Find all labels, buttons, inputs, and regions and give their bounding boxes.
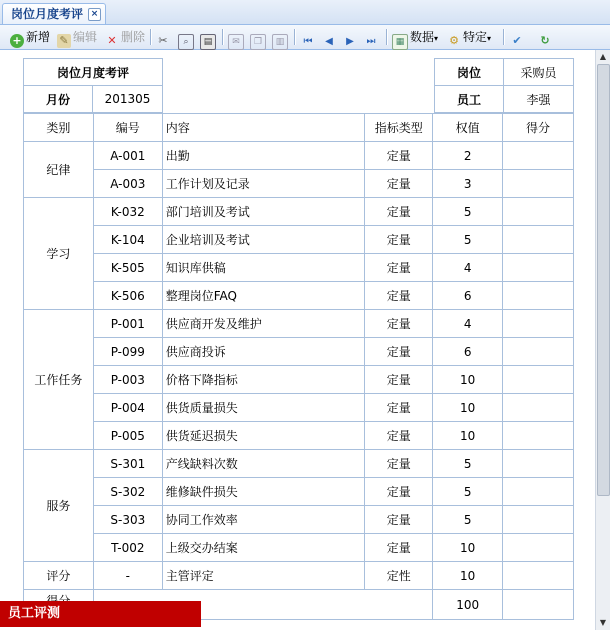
weight-cell: 5	[433, 450, 503, 478]
type-cell: 定量	[365, 254, 433, 282]
data-menu-button[interactable]: ▦ 数据▾	[392, 28, 438, 46]
add-icon: +	[10, 34, 24, 48]
evaluation-table	[23, 113, 574, 620]
check-icon: ✔	[512, 34, 522, 47]
content-cell: 企业培训及考试	[162, 226, 365, 254]
code-cell: P-004	[93, 394, 162, 422]
type-cell: 定量	[365, 198, 433, 226]
code-cell: P-005	[93, 422, 162, 450]
code-cell: -	[93, 562, 162, 590]
previous-record-button[interactable]	[322, 28, 338, 46]
score-cell[interactable]	[503, 282, 574, 310]
code-cell: K-506	[93, 282, 162, 310]
preview-button[interactable]	[178, 28, 196, 46]
tab-monthly-evaluation[interactable]	[2, 3, 106, 24]
new-button[interactable]: + 新增	[10, 28, 50, 46]
table-row	[24, 422, 574, 450]
gear-icon: ⚙	[449, 34, 459, 47]
mail-button[interactable]	[228, 28, 246, 46]
table-row	[24, 170, 574, 198]
weight-cell: 10	[433, 394, 503, 422]
content-cell: 工作计划及记录	[162, 170, 365, 198]
type-cell: 定量	[365, 366, 433, 394]
special-menu-button[interactable]: ⚙ 特定▾	[447, 28, 491, 46]
header-weight: 权值	[433, 114, 503, 142]
code-cell: K-104	[93, 226, 162, 254]
category-cell: 工作任务	[24, 310, 94, 450]
table-row	[24, 562, 574, 590]
content-cell: 供应商开发及维护	[162, 310, 365, 338]
code-cell: P-001	[93, 310, 162, 338]
score-cell[interactable]	[503, 338, 574, 366]
caption-banner: 员工评测	[0, 601, 201, 627]
code-cell: K-032	[93, 198, 162, 226]
score-cell[interactable]	[503, 310, 574, 338]
table-row	[24, 282, 574, 310]
weight-cell: 3	[433, 170, 503, 198]
weight-cell: 10	[433, 366, 503, 394]
type-cell: 定量	[365, 394, 433, 422]
vertical-scrollbar[interactable]	[595, 50, 610, 630]
header-code: 编号	[93, 114, 162, 142]
table-header-row	[24, 114, 574, 142]
table-row	[24, 198, 574, 226]
table-row	[24, 366, 574, 394]
content-cell: 价格下降指标	[162, 366, 365, 394]
type-cell: 定量	[365, 170, 433, 198]
table-row	[24, 534, 574, 562]
code-cell: P-003	[93, 366, 162, 394]
score-cell[interactable]	[503, 534, 574, 562]
score-cell[interactable]	[503, 450, 574, 478]
previous-icon: ◀	[325, 36, 333, 47]
scroll-down-icon[interactable]: ▼	[599, 618, 607, 627]
table-row	[24, 254, 574, 282]
type-cell: 定量	[365, 142, 433, 170]
category-cell: 纪律	[24, 142, 94, 198]
code-cell: A-003	[93, 170, 162, 198]
code-cell: S-302	[93, 478, 162, 506]
close-icon[interactable]: ×	[88, 8, 101, 21]
next-record-button[interactable]	[343, 28, 359, 46]
code-cell: A-001	[93, 142, 162, 170]
code-cell: S-301	[93, 450, 162, 478]
month-label: 月份	[24, 86, 93, 113]
weight-cell: 5	[433, 226, 503, 254]
table-row	[24, 478, 574, 506]
score-cell[interactable]	[503, 170, 574, 198]
content-cell: 出勤	[162, 142, 365, 170]
content-cell: 产线缺料次数	[162, 450, 365, 478]
content-cell: 供货质量损失	[162, 394, 365, 422]
score-cell[interactable]	[503, 506, 574, 534]
header-type: 指标类型	[365, 114, 433, 142]
type-cell: 定量	[365, 422, 433, 450]
weight-cell: 6	[433, 282, 503, 310]
table-row	[24, 226, 574, 254]
post-label: 岗位	[435, 59, 504, 86]
weight-cell: 4	[433, 310, 503, 338]
document-area	[0, 50, 596, 630]
scissors-icon: ✂	[158, 34, 168, 47]
header-category: 类别	[24, 114, 94, 142]
tab-strip	[0, 0, 610, 25]
type-cell: 定量	[365, 226, 433, 254]
category-cell: 学习	[24, 198, 94, 310]
info-title: 岗位月度考评	[24, 59, 163, 86]
type-cell: 定量	[365, 450, 433, 478]
first-record-button[interactable]	[301, 28, 317, 46]
content-cell: 协同工作效率	[162, 506, 365, 534]
refresh-icon: ↻	[540, 34, 550, 47]
tab-title: 岗位月度考评	[11, 7, 84, 21]
code-cell: K-505	[93, 254, 162, 282]
type-cell: 定性	[365, 562, 433, 590]
category-cell: 服务	[24, 450, 94, 562]
dropdown-arrow-icon: ▾	[434, 34, 439, 43]
weight-cell: 10	[433, 562, 503, 590]
separator	[150, 29, 152, 45]
paste-icon: ▥	[272, 34, 288, 50]
score-cell[interactable]	[503, 254, 574, 282]
content-cell: 知识库供稿	[162, 254, 365, 282]
cut-button[interactable]	[156, 28, 172, 46]
table-row	[24, 450, 574, 478]
header-score: 得分	[503, 114, 574, 142]
post-value[interactable]: 采购员	[504, 59, 574, 86]
score-cell[interactable]	[503, 226, 574, 254]
weight-cell: 10	[433, 422, 503, 450]
category-cell: 评分	[24, 562, 94, 590]
type-cell: 定量	[365, 310, 433, 338]
separator	[294, 29, 296, 45]
header-content: 内容	[162, 114, 365, 142]
copy-button[interactable]	[250, 28, 268, 46]
type-cell: 定量	[365, 506, 433, 534]
toolbar	[0, 25, 610, 50]
first-icon: ⏮	[303, 36, 313, 47]
check-button[interactable]	[510, 28, 526, 46]
type-cell: 定量	[365, 534, 433, 562]
separator	[386, 29, 388, 45]
weight-cell: 10	[433, 534, 503, 562]
weight-cell: 5	[433, 198, 503, 226]
content-cell: 供应商投诉	[162, 338, 365, 366]
weight-cell: 5	[433, 506, 503, 534]
last-icon: ⏭	[366, 36, 376, 47]
next-icon: ▶	[346, 36, 354, 47]
delete-icon: ✕	[107, 34, 117, 47]
weight-cell: 2	[433, 142, 503, 170]
code-cell: S-303	[93, 506, 162, 534]
score-cell[interactable]	[503, 422, 574, 450]
print-button[interactable]	[200, 28, 218, 46]
delete-button[interactable]: ✕ 删除	[105, 28, 145, 46]
mail-icon: ✉	[228, 34, 244, 50]
score-cell[interactable]	[503, 562, 574, 590]
copy-icon: ❐	[250, 34, 266, 50]
info-table-right	[434, 58, 574, 113]
type-cell: 定量	[365, 338, 433, 366]
dropdown-arrow-icon: ▾	[487, 34, 492, 43]
edit-icon: ✎	[57, 34, 71, 48]
paste-button[interactable]	[272, 28, 290, 46]
table-row	[24, 142, 574, 170]
score-cell[interactable]	[503, 142, 574, 170]
table-row	[24, 310, 574, 338]
printer-icon: ▤	[200, 34, 216, 50]
total-score[interactable]	[503, 590, 574, 620]
month-value[interactable]: 201305	[93, 86, 163, 113]
type-cell: 定量	[365, 478, 433, 506]
score-cell[interactable]	[503, 198, 574, 226]
table-row	[24, 394, 574, 422]
weight-cell: 4	[433, 254, 503, 282]
info-table-left	[23, 58, 163, 113]
employee-label: 员工	[435, 86, 504, 113]
edit-button[interactable]: ✎ 编辑	[57, 28, 97, 46]
content-cell: 供货延迟损失	[162, 422, 365, 450]
score-cell[interactable]	[503, 394, 574, 422]
code-cell: T-002	[93, 534, 162, 562]
score-cell[interactable]	[503, 478, 574, 506]
type-cell: 定量	[365, 282, 433, 310]
content-cell: 部门培训及考试	[162, 198, 365, 226]
scroll-thumb[interactable]	[597, 64, 610, 496]
data-icon: ▦	[392, 34, 408, 50]
content-cell: 维修缺件损失	[162, 478, 365, 506]
weight-cell: 6	[433, 338, 503, 366]
content-cell: 上级交办结案	[162, 534, 365, 562]
table-row	[24, 338, 574, 366]
separator	[222, 29, 224, 45]
total-weight: 100	[433, 590, 503, 620]
content-cell: 整理岗位FAQ	[162, 282, 365, 310]
scroll-up-icon[interactable]: ▲	[599, 52, 607, 61]
last-record-button[interactable]	[364, 28, 380, 46]
refresh-button[interactable]	[538, 28, 554, 46]
weight-cell: 5	[433, 478, 503, 506]
score-cell[interactable]	[503, 366, 574, 394]
content-cell: 主管评定	[162, 562, 365, 590]
employee-value[interactable]: 李强	[504, 86, 574, 113]
code-cell: P-099	[93, 338, 162, 366]
table-row	[24, 506, 574, 534]
preview-icon: ⌕	[178, 34, 194, 50]
separator	[503, 29, 505, 45]
